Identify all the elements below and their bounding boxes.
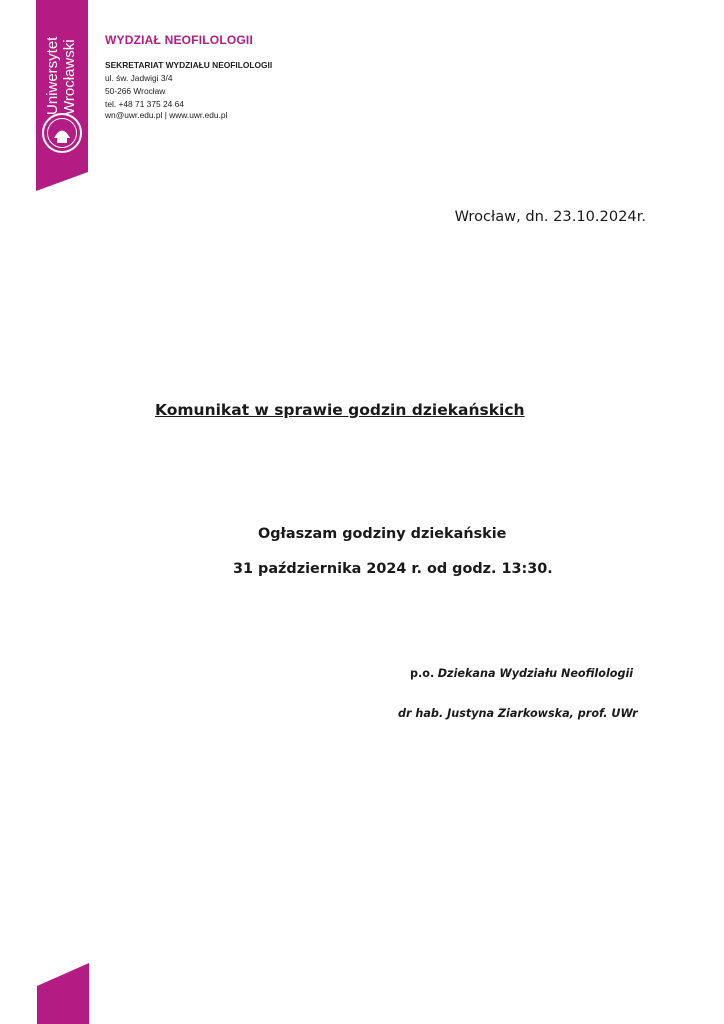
faculty-name: WYDZIAŁ NEOFILOLOGII <box>105 33 253 47</box>
university-seal-icon <box>40 111 84 155</box>
announcement-line-2: 31 października 2024 r. od godz. 13:30. <box>233 561 553 577</box>
signature-title-text: Dziekana Wydziału Neofilologii <box>437 667 634 680</box>
address-city: 50-266 Wrocław <box>105 86 166 96</box>
footer-decoration <box>37 963 89 1024</box>
university-name-vertical <box>44 20 84 115</box>
letter-subject: Komunikat w sprawie godzin dziekańskich <box>155 401 525 419</box>
secretariat-name: SEKRETARIAT WYDZIAŁU NEOFILOLOGII <box>105 60 273 70</box>
signature-name: dr hab. Justyna Ziarkowska, prof. UWr <box>398 707 638 720</box>
university-name-line2: Wrocławski <box>61 39 78 115</box>
phone-number: tel. +48 71 375 24 64 <box>105 99 184 109</box>
letter-date: Wrocław, dn. 23.10.2024r. <box>454 208 646 225</box>
signature-title <box>410 667 633 680</box>
contact-info: wn@uwr.edu.pl | www.uwr.edu.pl <box>105 110 228 120</box>
address-street: ul. św. Jadwigi 3/4 <box>105 73 173 83</box>
university-name-line1: Uniwersytet <box>44 36 61 115</box>
signature-prefix: p.o. <box>410 667 435 680</box>
announcement-line-1: Ogłaszam godziny dziekańskie <box>258 526 507 542</box>
